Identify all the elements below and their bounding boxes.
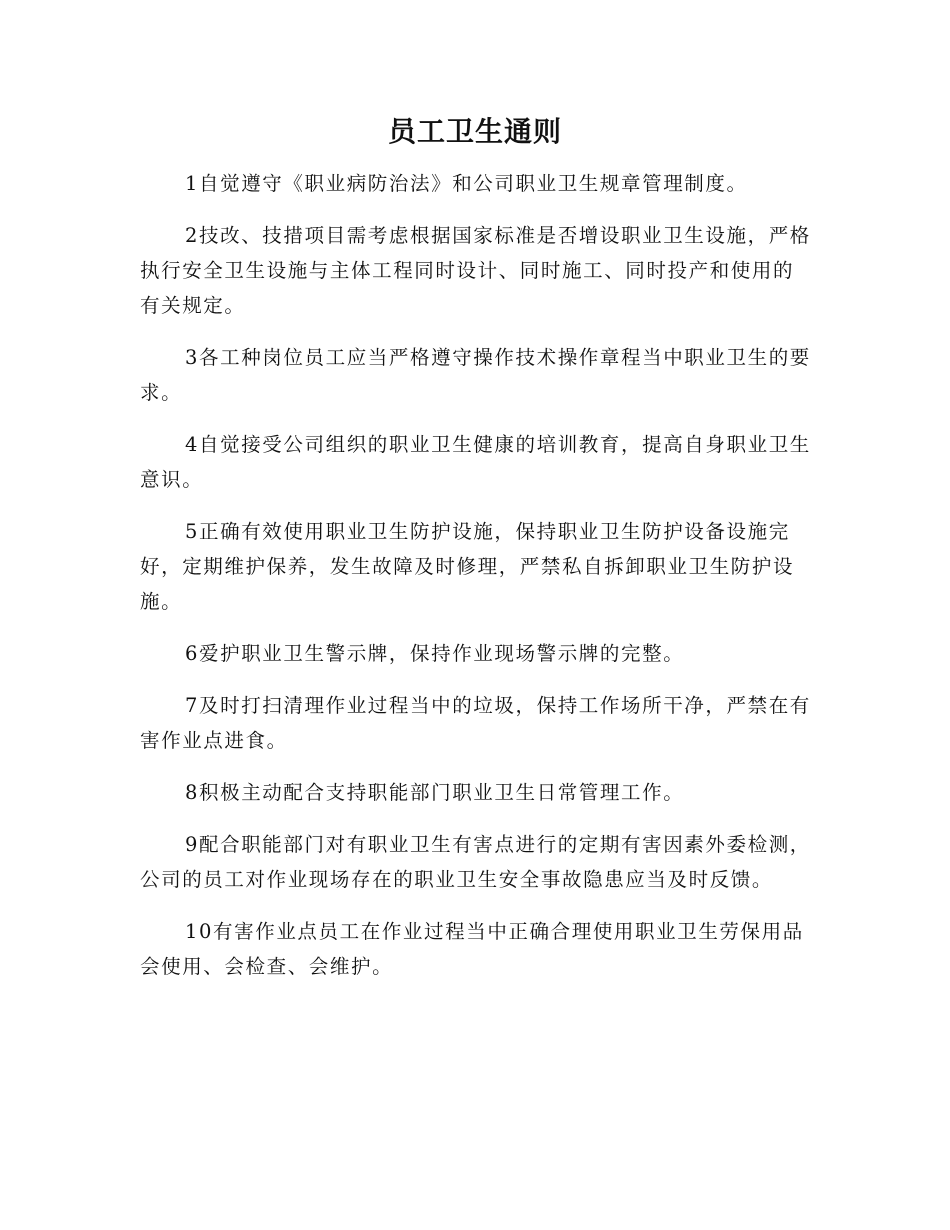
paragraph-9: 9配合职能部门对有职业卫生有害点进行的定期有害因素外委检测，公司的员工对作业现场存在的职业卫生安全事故隐患应当及时反馈。 bbox=[140, 833, 811, 891]
paragraph-10: 10有害作业点员工在作业过程当中正确合理使用职业卫生劳保用品会使用、会检查、会维护。 bbox=[140, 920, 804, 978]
paragraph-6: 6爱护职业卫生警示牌，保持作业现场警示牌的完整。 bbox=[185, 642, 685, 665]
paragraph-3: 3各工种岗位员工应当严格遵守操作技术操作章程当中职业卫生的要求。 bbox=[140, 346, 811, 404]
paragraph-7: 7及时打扫清理作业过程当中的垃圾，保持工作场所干净，严禁在有害作业点进食。 bbox=[140, 694, 811, 752]
paragraph-4: 4自觉接受公司组织的职业卫生健康的培训教育，提高自身职业卫生意识。 bbox=[140, 433, 811, 491]
document-title: 员工卫生通则 bbox=[387, 115, 562, 148]
paragraph-8: 8积极主动配合支持职能部门职业卫生日常管理工作。 bbox=[185, 781, 685, 804]
paragraph-2: 2技改、技措项目需考虑根据国家标准是否增设职业卫生设施，严格执行安全卫生设施与主体工程同时设计、同时施工、同时投产和使用的有关规定。 bbox=[140, 224, 811, 317]
paragraph-1: 1自觉遵守《职业病防治法》和公司职业卫生规章管理制度。 bbox=[185, 172, 748, 195]
paragraph-5: 5正确有效使用职业卫生防护设施，保持职业卫生防护设备设施完好，定期维护保养，发生故障及时修理，严禁私自拆卸职业卫生防护设施。 bbox=[140, 520, 795, 613]
document-body bbox=[140, 166, 812, 1001]
